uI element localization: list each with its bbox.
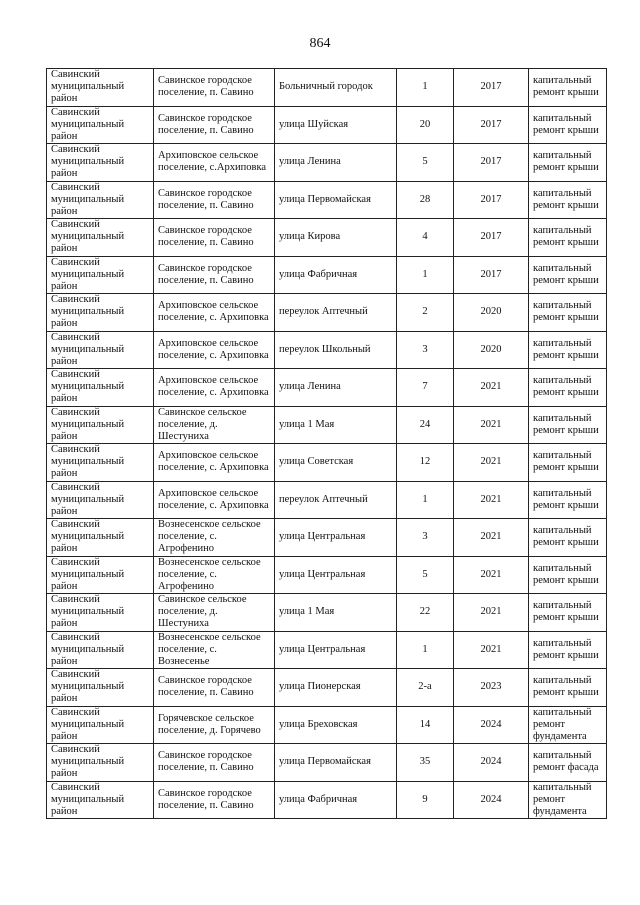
street-cell: улица Кирова xyxy=(275,219,397,257)
house-number-cell: 3 xyxy=(397,519,454,557)
house-number-cell: 22 xyxy=(397,594,454,632)
work-type-cell: капитальный ремонт крыши xyxy=(529,331,607,369)
house-number-cell: 5 xyxy=(397,556,454,594)
street-cell: переулок Аптечный xyxy=(275,294,397,332)
year-cell: 2021 xyxy=(454,594,529,632)
house-number-cell: 4 xyxy=(397,219,454,257)
street-cell: улица Первомайская xyxy=(275,181,397,219)
work-type-cell: капитальный ремонт крыши xyxy=(529,519,607,557)
settlement-cell: Савинское городское поселение, п. Савино xyxy=(154,669,275,707)
house-number-cell: 12 xyxy=(397,444,454,482)
work-type-cell: капитальный ремонт крыши xyxy=(529,369,607,407)
year-cell: 2021 xyxy=(454,406,529,444)
year-cell: 2017 xyxy=(454,144,529,182)
street-cell: переулок Школьный xyxy=(275,331,397,369)
district-cell: Савинский муниципальный район xyxy=(47,481,154,519)
table-row xyxy=(47,669,607,707)
settlement-cell: Архиповское сельское поселение, с. Архиповка xyxy=(154,331,275,369)
street-cell: улица Центральная xyxy=(275,556,397,594)
year-cell: 2024 xyxy=(454,744,529,782)
street-cell: улица 1 Мая xyxy=(275,594,397,632)
street-cell: переулок Аптечный xyxy=(275,481,397,519)
year-cell: 2017 xyxy=(454,256,529,294)
table-row xyxy=(47,444,607,482)
registry-table xyxy=(46,68,607,819)
district-cell: Савинский муниципальный район xyxy=(47,69,154,107)
work-type-cell: капитальный ремонт крыши xyxy=(529,406,607,444)
table-row xyxy=(47,781,607,819)
settlement-cell: Архиповское сельское поселение, с. Архиповка xyxy=(154,481,275,519)
house-number-cell: 1 xyxy=(397,69,454,107)
work-type-cell: капитальный ремонт крыши xyxy=(529,444,607,482)
work-type-cell: капитальный ремонт крыши xyxy=(529,69,607,107)
house-number-cell: 2 xyxy=(397,294,454,332)
house-number-cell: 5 xyxy=(397,144,454,182)
table-row xyxy=(47,219,607,257)
work-type-cell: капитальный ремонт фундамента xyxy=(529,706,607,744)
house-number-cell: 14 xyxy=(397,706,454,744)
district-cell: Савинский муниципальный район xyxy=(47,294,154,332)
work-type-cell: капитальный ремонт крыши xyxy=(529,106,607,144)
house-number-cell: 3 xyxy=(397,331,454,369)
settlement-cell: Вознесенское сельское поселение, с. Вознесенье xyxy=(154,631,275,669)
table-row xyxy=(47,406,607,444)
settlement-cell: Архиповское сельское поселение, с. Архиповка xyxy=(154,369,275,407)
year-cell: 2020 xyxy=(454,331,529,369)
year-cell: 2024 xyxy=(454,706,529,744)
district-cell: Савинский муниципальный район xyxy=(47,331,154,369)
house-number-cell: 7 xyxy=(397,369,454,407)
work-type-cell: капитальный ремонт крыши xyxy=(529,219,607,257)
settlement-cell: Архиповское сельское поселение, с. Архиповка xyxy=(154,294,275,332)
district-cell: Савинский муниципальный район xyxy=(47,444,154,482)
table-row xyxy=(47,69,607,107)
work-type-cell: капитальный ремонт крыши xyxy=(529,181,607,219)
district-cell: Савинский муниципальный район xyxy=(47,181,154,219)
settlement-cell: Вознесенское сельское поселение, с. Агрофенино xyxy=(154,519,275,557)
settlement-cell: Савинское городское поселение, п. Савино xyxy=(154,219,275,257)
table-row xyxy=(47,481,607,519)
year-cell: 2020 xyxy=(454,294,529,332)
year-cell: 2017 xyxy=(454,219,529,257)
settlement-cell: Горячевское сельское поселение, д. Горячево xyxy=(154,706,275,744)
district-cell: Савинский муниципальный район xyxy=(47,406,154,444)
work-type-cell: капитальный ремонт крыши xyxy=(529,594,607,632)
street-cell: Больничный городок xyxy=(275,69,397,107)
page-number: 864 xyxy=(309,36,331,51)
settlement-cell: Архиповское сельское поселение, с. Архиповка xyxy=(154,444,275,482)
house-number-cell: 2-а xyxy=(397,669,454,707)
street-cell: улица Советская xyxy=(275,444,397,482)
settlement-cell: Савинское городское поселение, п. Савино xyxy=(154,256,275,294)
work-type-cell: капитальный ремонт крыши xyxy=(529,556,607,594)
table-row xyxy=(47,369,607,407)
settlement-cell: Савинское городское поселение, п. Савино xyxy=(154,106,275,144)
street-cell: улица Шуйская xyxy=(275,106,397,144)
work-type-cell: капитальный ремонт крыши xyxy=(529,294,607,332)
work-type-cell: капитальный ремонт крыши xyxy=(529,144,607,182)
settlement-cell: Архиповское сельское поселение, с.Архиповка xyxy=(154,144,275,182)
house-number-cell: 28 xyxy=(397,181,454,219)
district-cell: Савинский муниципальный район xyxy=(47,219,154,257)
settlement-cell: Савинское городское поселение, п. Савино xyxy=(154,781,275,819)
table-row xyxy=(47,519,607,557)
district-cell: Савинский муниципальный район xyxy=(47,519,154,557)
house-number-cell: 1 xyxy=(397,631,454,669)
table-row xyxy=(47,106,607,144)
street-cell: улица 1 Мая xyxy=(275,406,397,444)
district-cell: Савинский муниципальный район xyxy=(47,669,154,707)
street-cell: улица Фабричная xyxy=(275,781,397,819)
work-type-cell: капитальный ремонт фасада xyxy=(529,744,607,782)
year-cell: 2017 xyxy=(454,106,529,144)
street-cell: улица Ленина xyxy=(275,369,397,407)
work-type-cell: капитальный ремонт крыши xyxy=(529,481,607,519)
house-number-cell: 35 xyxy=(397,744,454,782)
street-cell: улица Пионерская xyxy=(275,669,397,707)
street-cell: улица Бреховская xyxy=(275,706,397,744)
table-row xyxy=(47,331,607,369)
street-cell: улица Центральная xyxy=(275,519,397,557)
table-row xyxy=(47,706,607,744)
year-cell: 2017 xyxy=(454,69,529,107)
settlement-cell: Савинское сельское поселение, д. Шестуниха xyxy=(154,406,275,444)
year-cell: 2021 xyxy=(454,481,529,519)
district-cell: Савинский муниципальный район xyxy=(47,781,154,819)
work-type-cell: капитальный ремонт крыши xyxy=(529,631,607,669)
district-cell: Савинский муниципальный район xyxy=(47,369,154,407)
year-cell: 2017 xyxy=(454,181,529,219)
district-cell: Савинский муниципальный район xyxy=(47,144,154,182)
table-row xyxy=(47,744,607,782)
district-cell: Савинский муниципальный район xyxy=(47,256,154,294)
district-cell: Савинский муниципальный район xyxy=(47,706,154,744)
district-cell: Савинский муниципальный район xyxy=(47,594,154,632)
district-cell: Савинский муниципальный район xyxy=(47,631,154,669)
table-row xyxy=(47,144,607,182)
house-number-cell: 24 xyxy=(397,406,454,444)
district-cell: Савинский муниципальный район xyxy=(47,106,154,144)
year-cell: 2021 xyxy=(454,369,529,407)
settlement-cell: Савинское городское поселение, п. Савино xyxy=(154,69,275,107)
year-cell: 2024 xyxy=(454,781,529,819)
street-cell: улица Первомайская xyxy=(275,744,397,782)
registry-table-body xyxy=(47,69,607,819)
table-row xyxy=(47,594,607,632)
settlement-cell: Савинское городское поселение, п. Савино xyxy=(154,181,275,219)
settlement-cell: Савинское городское поселение, п. Савино xyxy=(154,744,275,782)
district-cell: Савинский муниципальный район xyxy=(47,744,154,782)
settlement-cell: Вознесенское сельское поселение, с. Агрофенино xyxy=(154,556,275,594)
street-cell: улица Центральная xyxy=(275,631,397,669)
work-type-cell: капитальный ремонт фундамента xyxy=(529,781,607,819)
work-type-cell: капитальный ремонт крыши xyxy=(529,256,607,294)
table-row xyxy=(47,181,607,219)
street-cell: улица Фабричная xyxy=(275,256,397,294)
year-cell: 2021 xyxy=(454,444,529,482)
house-number-cell: 9 xyxy=(397,781,454,819)
house-number-cell: 1 xyxy=(397,481,454,519)
table-row xyxy=(47,631,607,669)
work-type-cell: капитальный ремонт крыши xyxy=(529,669,607,707)
year-cell: 2021 xyxy=(454,556,529,594)
house-number-cell: 1 xyxy=(397,256,454,294)
settlement-cell: Савинское сельское поселение, д. Шестуниха xyxy=(154,594,275,632)
year-cell: 2023 xyxy=(454,669,529,707)
table-row xyxy=(47,256,607,294)
street-cell: улица Ленина xyxy=(275,144,397,182)
table-row xyxy=(47,556,607,594)
year-cell: 2021 xyxy=(454,631,529,669)
house-number-cell: 20 xyxy=(397,106,454,144)
year-cell: 2021 xyxy=(454,519,529,557)
table-row xyxy=(47,294,607,332)
district-cell: Савинский муниципальный район xyxy=(47,556,154,594)
